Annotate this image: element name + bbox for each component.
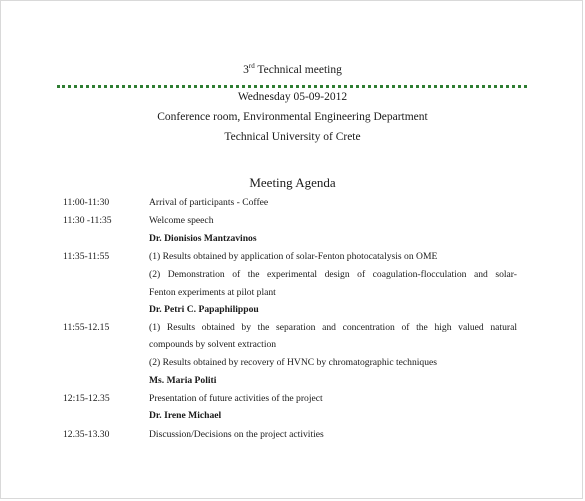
agenda-time: 12.35-13.30: [63, 429, 110, 440]
title-number: 3: [243, 64, 249, 76]
agenda-item: Presentation of future activities of the project: [149, 393, 323, 404]
dotted-divider: [57, 85, 527, 88]
agenda-item: Welcome speech: [149, 215, 214, 226]
agenda-item: (2) Results obtained by recovery of HVNC by chromatographic techniques: [149, 357, 437, 368]
agenda-heading: Meeting Agenda: [249, 175, 336, 190]
meeting-venue: Conference room, Environmental Engineering Department: [157, 111, 428, 123]
meeting-title: [1, 62, 584, 76]
agenda-speaker: Dr. Dionisios Mantzavinos: [149, 233, 257, 244]
agenda-item: (2) Demonstration of the experimental design of coagulation-flocculation and solar-: [149, 269, 517, 280]
meeting-date: Wednesday 05-09-2012: [237, 91, 348, 103]
title-ordinal-suffix: rd: [248, 62, 255, 70]
agenda-item: (1) Results obtained by the separation and concentration of the high valued natural: [149, 322, 517, 333]
agenda-speaker: Dr. Petri C. Papaphilippou: [149, 304, 259, 315]
agenda-speaker: Dr. Irene Michael: [149, 410, 222, 421]
title-text: Technical meeting: [254, 64, 342, 76]
agenda-time: 11:30 -11:35: [63, 215, 112, 226]
agenda-item: (1) Results obtained by application of solar-Fenton photocatalysis on OME: [149, 251, 438, 262]
agenda-time: 11:55-12.15: [63, 322, 110, 333]
agenda-time: 11:00-11:30: [63, 197, 110, 208]
agenda-speaker: Ms. Maria Politi: [149, 375, 217, 386]
agenda-item: Discussion/Decisions on the project activities: [149, 429, 324, 440]
agenda-item: Fenton experiments at pilot plant: [149, 287, 276, 298]
agenda-time: 11:35-11:55: [63, 251, 110, 262]
agenda-time: 12:15-12.35: [63, 393, 110, 404]
agenda-item: Arrival of participants - Coffee: [149, 197, 269, 208]
meeting-university: Technical University of Crete: [224, 131, 361, 143]
agenda-item: compounds by solvent extraction: [149, 339, 277, 350]
